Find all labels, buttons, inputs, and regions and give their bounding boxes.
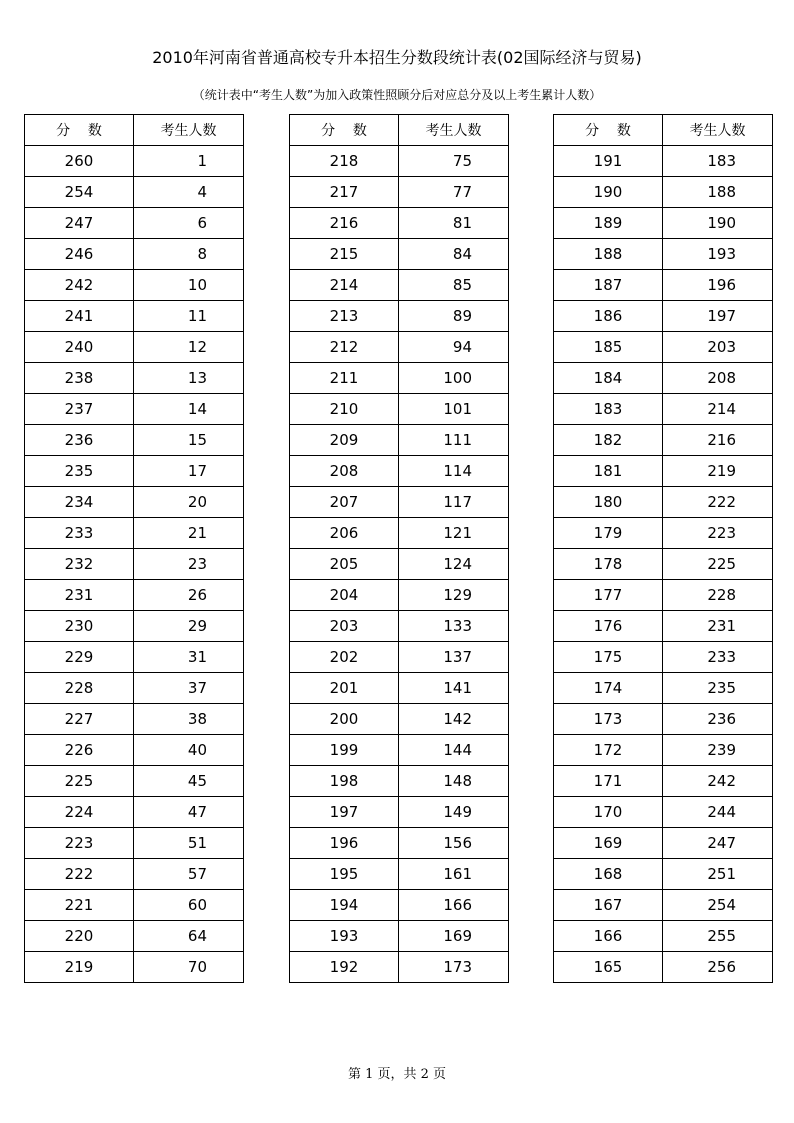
count-cell: 17: [134, 456, 244, 487]
count-cell: 12: [134, 332, 244, 363]
table-row: [25, 301, 244, 332]
table-body: [25, 146, 244, 983]
table-row: [290, 766, 509, 797]
score-cell: 184: [554, 363, 663, 394]
score-cell: 215: [290, 239, 399, 270]
score-cell: 209: [290, 425, 399, 456]
header-score: 分 数: [554, 115, 663, 146]
count-cell: 190: [663, 208, 773, 239]
header-count: 考生人数: [134, 115, 244, 146]
count-cell: 166: [399, 890, 509, 921]
table-row: [554, 642, 773, 673]
count-cell: 183: [663, 146, 773, 177]
table-row: [554, 270, 773, 301]
table-row: [25, 828, 244, 859]
score-cell: 177: [554, 580, 663, 611]
score-cell: 182: [554, 425, 663, 456]
table-row: [290, 642, 509, 673]
score-cell: 210: [290, 394, 399, 425]
table-row: [25, 952, 244, 983]
header-count: 考生人数: [663, 115, 773, 146]
count-cell: 129: [399, 580, 509, 611]
score-cell: 204: [290, 580, 399, 611]
table-row: [290, 425, 509, 456]
score-cell: 213: [290, 301, 399, 332]
score-cell: 190: [554, 177, 663, 208]
count-cell: 23: [134, 549, 244, 580]
score-cell: 188: [554, 239, 663, 270]
count-cell: 161: [399, 859, 509, 890]
table-row: [554, 425, 773, 456]
count-cell: 188: [663, 177, 773, 208]
table-row: [290, 611, 509, 642]
score-cell: 166: [554, 921, 663, 952]
count-cell: 85: [399, 270, 509, 301]
count-cell: 247: [663, 828, 773, 859]
count-cell: 4: [134, 177, 244, 208]
table-row: [25, 890, 244, 921]
score-cell: 221: [25, 890, 134, 921]
table-row: [554, 797, 773, 828]
score-cell: 191: [554, 146, 663, 177]
score-cell: 183: [554, 394, 663, 425]
count-cell: 1: [134, 146, 244, 177]
count-cell: 225: [663, 549, 773, 580]
table-row: [25, 518, 244, 549]
header-score: 分 数: [290, 115, 399, 146]
score-cell: 223: [25, 828, 134, 859]
table-row: [554, 952, 773, 983]
table-row: [25, 487, 244, 518]
table-row: [290, 146, 509, 177]
score-cell: 227: [25, 704, 134, 735]
score-cell: 187: [554, 270, 663, 301]
count-cell: 101: [399, 394, 509, 425]
table-row: [290, 890, 509, 921]
count-cell: 216: [663, 425, 773, 456]
table-row: [25, 642, 244, 673]
count-cell: 37: [134, 673, 244, 704]
score-cell: 206: [290, 518, 399, 549]
score-cell: 201: [290, 673, 399, 704]
score-cell: 234: [25, 487, 134, 518]
count-cell: 64: [134, 921, 244, 952]
table-row: [554, 239, 773, 270]
count-cell: 45: [134, 766, 244, 797]
count-cell: 193: [663, 239, 773, 270]
score-cell: 194: [290, 890, 399, 921]
table-row: [25, 673, 244, 704]
count-cell: 214: [663, 394, 773, 425]
score-cell: 189: [554, 208, 663, 239]
count-cell: 137: [399, 642, 509, 673]
count-cell: 38: [134, 704, 244, 735]
score-cell: 211: [290, 363, 399, 394]
score-cell: 167: [554, 890, 663, 921]
count-cell: 89: [399, 301, 509, 332]
count-cell: 114: [399, 456, 509, 487]
table-row: [290, 828, 509, 859]
score-cell: 222: [25, 859, 134, 890]
score-cell: 165: [554, 952, 663, 983]
score-cell: 197: [290, 797, 399, 828]
count-cell: 235: [663, 673, 773, 704]
table-row: [25, 766, 244, 797]
score-cell: 171: [554, 766, 663, 797]
count-cell: 40: [134, 735, 244, 766]
count-cell: 254: [663, 890, 773, 921]
count-cell: 124: [399, 549, 509, 580]
count-cell: 70: [134, 952, 244, 983]
table-row: [25, 332, 244, 363]
score-cell: 202: [290, 642, 399, 673]
table-row: [25, 859, 244, 890]
score-cell: 170: [554, 797, 663, 828]
score-cell: 246: [25, 239, 134, 270]
count-cell: 94: [399, 332, 509, 363]
count-cell: 256: [663, 952, 773, 983]
score-cell: 260: [25, 146, 134, 177]
table-row: [554, 859, 773, 890]
score-cell: 169: [554, 828, 663, 859]
score-cell: 214: [290, 270, 399, 301]
table-row: [554, 208, 773, 239]
count-cell: 244: [663, 797, 773, 828]
score-cell: 173: [554, 704, 663, 735]
table-row: [290, 952, 509, 983]
score-cell: 247: [25, 208, 134, 239]
table-row: [290, 518, 509, 549]
table-row: [554, 673, 773, 704]
count-cell: 173: [399, 952, 509, 983]
count-cell: 133: [399, 611, 509, 642]
score-cell: 230: [25, 611, 134, 642]
table-row: [25, 797, 244, 828]
count-cell: 21: [134, 518, 244, 549]
score-cell: 196: [290, 828, 399, 859]
count-cell: 26: [134, 580, 244, 611]
count-cell: 121: [399, 518, 509, 549]
page-subtitle: （统计表中“考生人数”为加入政策性照顾分后对应总分及以上考生累计人数）: [192, 88, 602, 102]
table-body: [290, 146, 509, 983]
count-cell: 84: [399, 239, 509, 270]
table-row: [554, 518, 773, 549]
score-table-2: [289, 114, 509, 983]
count-cell: 6: [134, 208, 244, 239]
score-cell: 235: [25, 456, 134, 487]
score-cell: 172: [554, 735, 663, 766]
table-row: [290, 394, 509, 425]
count-cell: 51: [134, 828, 244, 859]
score-table-3: [553, 114, 773, 983]
score-cell: 224: [25, 797, 134, 828]
count-cell: 197: [663, 301, 773, 332]
table-row: [290, 487, 509, 518]
table-row: [290, 921, 509, 952]
score-cell: 238: [25, 363, 134, 394]
table-row: [554, 828, 773, 859]
score-cell: 193: [290, 921, 399, 952]
table-row: [554, 735, 773, 766]
table-header-row: [290, 115, 509, 146]
count-cell: 57: [134, 859, 244, 890]
score-cell: 219: [25, 952, 134, 983]
score-cell: 198: [290, 766, 399, 797]
table-row: [290, 704, 509, 735]
table-row: [290, 301, 509, 332]
count-cell: 15: [134, 425, 244, 456]
score-cell: 178: [554, 549, 663, 580]
table-row: [554, 456, 773, 487]
count-cell: 222: [663, 487, 773, 518]
table-row: [25, 704, 244, 735]
table-row: [25, 580, 244, 611]
count-cell: 144: [399, 735, 509, 766]
count-cell: 8: [134, 239, 244, 270]
score-cell: 208: [290, 456, 399, 487]
table-row: [290, 239, 509, 270]
table-row: [554, 394, 773, 425]
count-cell: 10: [134, 270, 244, 301]
count-cell: 233: [663, 642, 773, 673]
table-row: [25, 270, 244, 301]
count-cell: 75: [399, 146, 509, 177]
score-cell: 174: [554, 673, 663, 704]
count-cell: 219: [663, 456, 773, 487]
count-cell: 242: [663, 766, 773, 797]
table-row: [25, 239, 244, 270]
count-cell: 77: [399, 177, 509, 208]
score-cell: 176: [554, 611, 663, 642]
count-cell: 111: [399, 425, 509, 456]
table-header-row: [554, 115, 773, 146]
count-cell: 81: [399, 208, 509, 239]
table-row: [25, 611, 244, 642]
table-row: [25, 921, 244, 952]
count-cell: 196: [663, 270, 773, 301]
score-cell: 181: [554, 456, 663, 487]
table-row: [554, 921, 773, 952]
count-cell: 14: [134, 394, 244, 425]
table-row: [25, 735, 244, 766]
count-cell: 117: [399, 487, 509, 518]
count-cell: 60: [134, 890, 244, 921]
count-cell: 251: [663, 859, 773, 890]
score-cell: 225: [25, 766, 134, 797]
score-cell: 233: [25, 518, 134, 549]
count-cell: 20: [134, 487, 244, 518]
header-count: 考生人数: [399, 115, 509, 146]
table-row: [25, 456, 244, 487]
score-cell: 205: [290, 549, 399, 580]
table-row: [554, 177, 773, 208]
table-row: [25, 363, 244, 394]
table-row: [554, 332, 773, 363]
table-row: [25, 146, 244, 177]
table-row: [554, 890, 773, 921]
table-row: [290, 735, 509, 766]
table-row: [290, 332, 509, 363]
count-cell: 228: [663, 580, 773, 611]
page-footer: 第 1 页，共 2 页: [347, 1067, 447, 1082]
table-row: [290, 797, 509, 828]
header-score: 分 数: [25, 115, 134, 146]
count-cell: 142: [399, 704, 509, 735]
score-cell: 228: [25, 673, 134, 704]
score-cell: 240: [25, 332, 134, 363]
score-cell: 207: [290, 487, 399, 518]
score-cell: 186: [554, 301, 663, 332]
score-cell: 231: [25, 580, 134, 611]
table-row: [290, 363, 509, 394]
table-header-row: [25, 115, 244, 146]
table-row: [554, 704, 773, 735]
table-row: [290, 859, 509, 890]
score-cell: 185: [554, 332, 663, 363]
count-cell: 29: [134, 611, 244, 642]
score-cell: 241: [25, 301, 134, 332]
score-cell: 229: [25, 642, 134, 673]
score-cell: 192: [290, 952, 399, 983]
count-cell: 203: [663, 332, 773, 363]
table-row: [25, 177, 244, 208]
count-cell: 223: [663, 518, 773, 549]
score-cell: 242: [25, 270, 134, 301]
table-row: [290, 177, 509, 208]
table-row: [290, 549, 509, 580]
score-cell: 218: [290, 146, 399, 177]
count-cell: 47: [134, 797, 244, 828]
table-row: [554, 580, 773, 611]
table-row: [554, 363, 773, 394]
table-body: [554, 146, 773, 983]
count-cell: 156: [399, 828, 509, 859]
count-cell: 239: [663, 735, 773, 766]
count-cell: 31: [134, 642, 244, 673]
table-row: [290, 580, 509, 611]
score-cell: 180: [554, 487, 663, 518]
score-cell: 195: [290, 859, 399, 890]
count-cell: 149: [399, 797, 509, 828]
count-cell: 208: [663, 363, 773, 394]
table-row: [554, 766, 773, 797]
table-row: [290, 673, 509, 704]
score-cell: 168: [554, 859, 663, 890]
count-cell: 169: [399, 921, 509, 952]
count-cell: 13: [134, 363, 244, 394]
table-row: [554, 549, 773, 580]
table-row: [290, 270, 509, 301]
count-cell: 236: [663, 704, 773, 735]
score-cell: 232: [25, 549, 134, 580]
table-row: [25, 549, 244, 580]
count-cell: 148: [399, 766, 509, 797]
table-row: [554, 487, 773, 518]
table-row: [554, 611, 773, 642]
count-cell: 100: [399, 363, 509, 394]
score-cell: 200: [290, 704, 399, 735]
score-cell: 226: [25, 735, 134, 766]
score-cell: 236: [25, 425, 134, 456]
score-cell: 254: [25, 177, 134, 208]
count-cell: 11: [134, 301, 244, 332]
table-row: [290, 456, 509, 487]
score-cell: 237: [25, 394, 134, 425]
score-cell: 179: [554, 518, 663, 549]
page-title: 2010年河南省普通高校专升本招生分数段统计表(02国际经济与贸易): [152, 48, 642, 67]
table-row: [290, 208, 509, 239]
score-cell: 220: [25, 921, 134, 952]
table-row: [25, 208, 244, 239]
table-row: [554, 301, 773, 332]
score-cell: 216: [290, 208, 399, 239]
score-cell: 175: [554, 642, 663, 673]
score-cell: 217: [290, 177, 399, 208]
score-table-1: [24, 114, 244, 983]
count-cell: 231: [663, 611, 773, 642]
count-cell: 141: [399, 673, 509, 704]
count-cell: 255: [663, 921, 773, 952]
table-row: [554, 146, 773, 177]
score-cell: 199: [290, 735, 399, 766]
table-row: [25, 394, 244, 425]
score-cell: 212: [290, 332, 399, 363]
score-cell: 203: [290, 611, 399, 642]
table-row: [25, 425, 244, 456]
